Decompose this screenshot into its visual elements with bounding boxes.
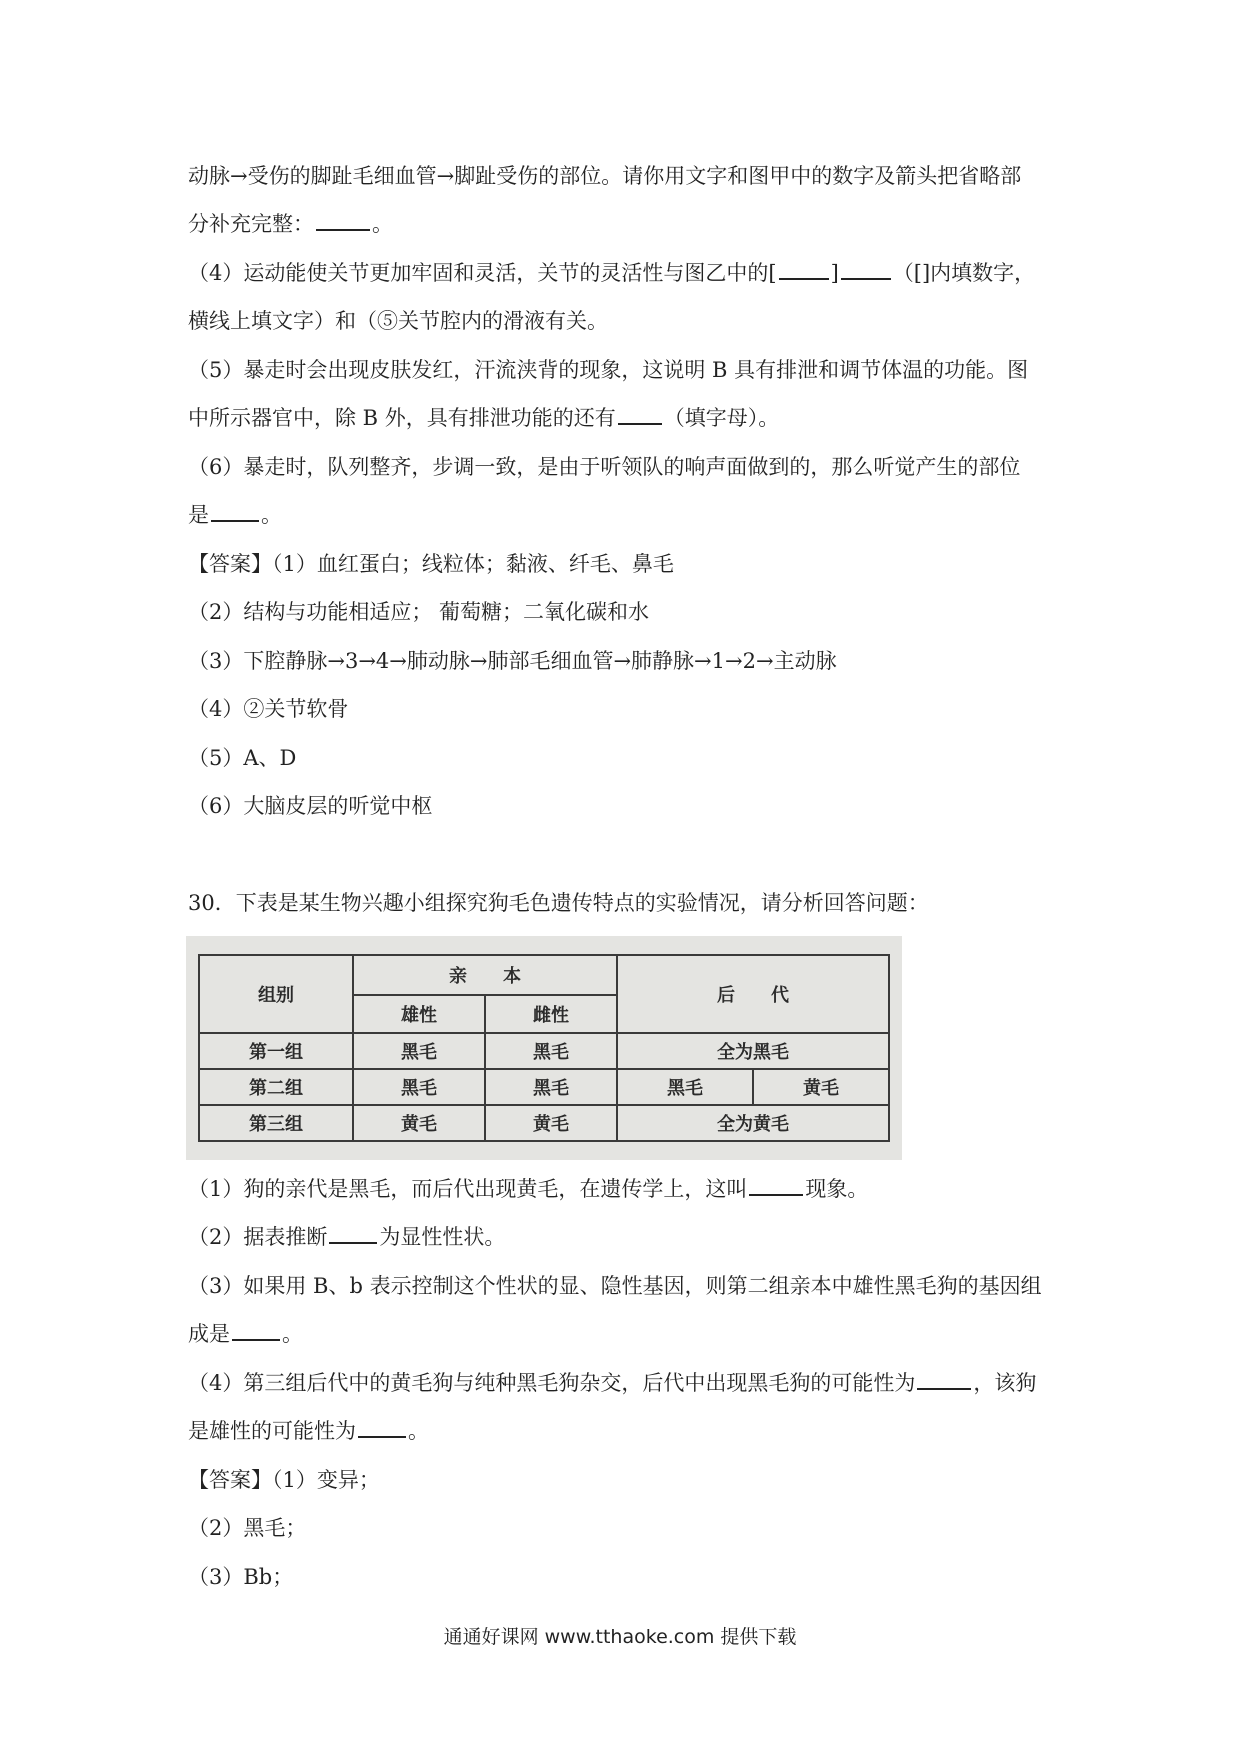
q30-p4-line1 [188,1368,1068,1398]
q30-p2-end: 为显性性状。 [379,1225,506,1249]
parents-header: 亲 本 [353,955,617,995]
group-cell: 第三组 [199,1105,353,1141]
answer-blank [618,403,662,425]
offspring-cell: 全为黑毛 [617,1033,889,1069]
q29-p5-line2 [188,403,1068,433]
offspring-header: 后 代 [617,955,889,1033]
q29-line1: 动脉→受伤的脚趾毛细血管→脚趾受伤的部位。请你用文字和图甲中的数字及箭头把省略部 [188,164,1022,188]
q29-answer-line: （6）大脑皮层的听觉中枢 [188,794,433,818]
q29-line2-end: 。 [372,212,393,236]
q30-p2 [188,1222,1068,1252]
page-footer: 通通好课网 www.tthaoke.com 提供下载 [443,1626,797,1648]
q30-p4-text: （4）第三组后代中的黄毛狗与纯种黑毛狗杂交，后代中出现黑毛狗的可能性为 [188,1371,916,1395]
male-cell: 黑毛 [353,1033,485,1069]
q29-p6-end: 。 [261,503,282,527]
q30-p3-line1: （3）如果用 B、b 表示控制这个性状的显、隐性基因，则第二组亲本中雄性黑毛狗的基因组 [188,1274,1042,1298]
q30-intro: 30．下表是某生物兴趣小组探究狗毛色遗传特点的实验情况，请分析回答问题： [188,891,929,915]
table-row [199,1033,889,1069]
female-header: 雌性 [485,995,617,1033]
q29-line2 [188,209,1068,239]
experiment-table-photo [186,936,902,1160]
q29-answer-line: （4）②关节软骨 [188,697,349,721]
answer-blank [841,258,891,280]
q29-p4-text: （4）运动能使关节更加牢固和灵活，关节的灵活性与图乙中的[ [188,261,777,285]
q29-p5-line1: （5）暴走时会出现皮肤发红，汗流浃背的现象，这说明 B 具有排泄和调节体温的功能。图 [188,358,1029,382]
answer-blank [211,500,259,522]
female-cell: 黄毛 [485,1105,617,1141]
answer-blank [358,1416,406,1438]
q30-p2-text: （2）据表推断 [188,1225,328,1249]
q30-p3-end: 。 [282,1322,303,1346]
group-cell: 第二组 [199,1069,353,1105]
answer-blank [917,1368,971,1390]
q29-line2-text: 分补充完整： [188,212,314,236]
q30-answer-line: 【答案】（1）变异； [188,1468,380,1492]
female-cell: 黑毛 [485,1069,617,1105]
q29-answer-line: （2）结构与功能相适应； 葡萄糖；二氧化碳和水 [188,600,650,624]
q30-p1 [188,1174,1068,1204]
q29-answer-line: （5）A、D [188,746,297,770]
q30-p1-text: （1）狗的亲代是黑毛，而后代出现黄毛，在遗传学上，这叫 [188,1177,748,1201]
answer-blank [329,1222,377,1244]
offspring-cell: 黄毛 [753,1069,889,1105]
answer-blank [232,1319,280,1341]
q29-p6-line2 [188,500,1068,530]
q29-p4-bracket: ] [830,261,839,285]
offspring-cell: 全为黄毛 [617,1105,889,1141]
male-cell: 黄毛 [353,1105,485,1141]
q29-p5-end: （填字母）。 [663,406,780,430]
q29-p4-line2: 横线上填文字）和（⑤关节腔内的滑液有关。 [188,309,608,333]
female-cell: 黑毛 [485,1033,617,1069]
q30-p1-end: 现象。 [805,1177,869,1201]
experiment-table [198,954,890,1142]
q29-p6-text: 是 [188,503,209,527]
q30-p3-text: 成是 [188,1322,230,1346]
q29-p6-line1: （6）暴走时，队列整齐，步调一致，是由于听领队的响声面做到的，那么听觉产生的部位 [188,455,1021,479]
q29-p4-line1 [188,258,1068,288]
male-cell: 黑毛 [353,1069,485,1105]
q30-answer-line: （2）黑毛； [188,1516,307,1540]
q29-p4-note: （[]内填数字， [892,261,1036,285]
q30-p4-end: 。 [408,1419,429,1443]
male-header: 雄性 [353,995,485,1033]
q30-p3-line2 [188,1319,1068,1349]
q29-answer-line: 【答案】（1）血红蛋白；线粒体；黏液、纤毛、鼻毛 [188,552,674,576]
group-cell: 第一组 [199,1033,353,1069]
answer-blank [316,209,370,231]
table-row [199,1069,889,1105]
q30-answer-line: （3）Bb； [188,1565,294,1589]
offspring-cell: 黑毛 [617,1069,753,1105]
q30-p4-mid: ，该狗 [973,1371,1037,1395]
answer-blank [749,1174,803,1196]
table-row [199,1105,889,1141]
q29-answer-line: （3）下腔静脉→3→4→肺动脉→肺部毛细血管→肺静脉→1→2→主动脉 [188,649,837,673]
q30-p4-text2: 是雄性的可能性为 [188,1419,356,1443]
q29-p5-text: 中所示器官中，除 B 外，具有排泄功能的还有 [188,406,616,430]
q30-p4-line2 [188,1416,1068,1446]
group-header: 组别 [199,955,353,1033]
answer-blank [779,258,829,280]
